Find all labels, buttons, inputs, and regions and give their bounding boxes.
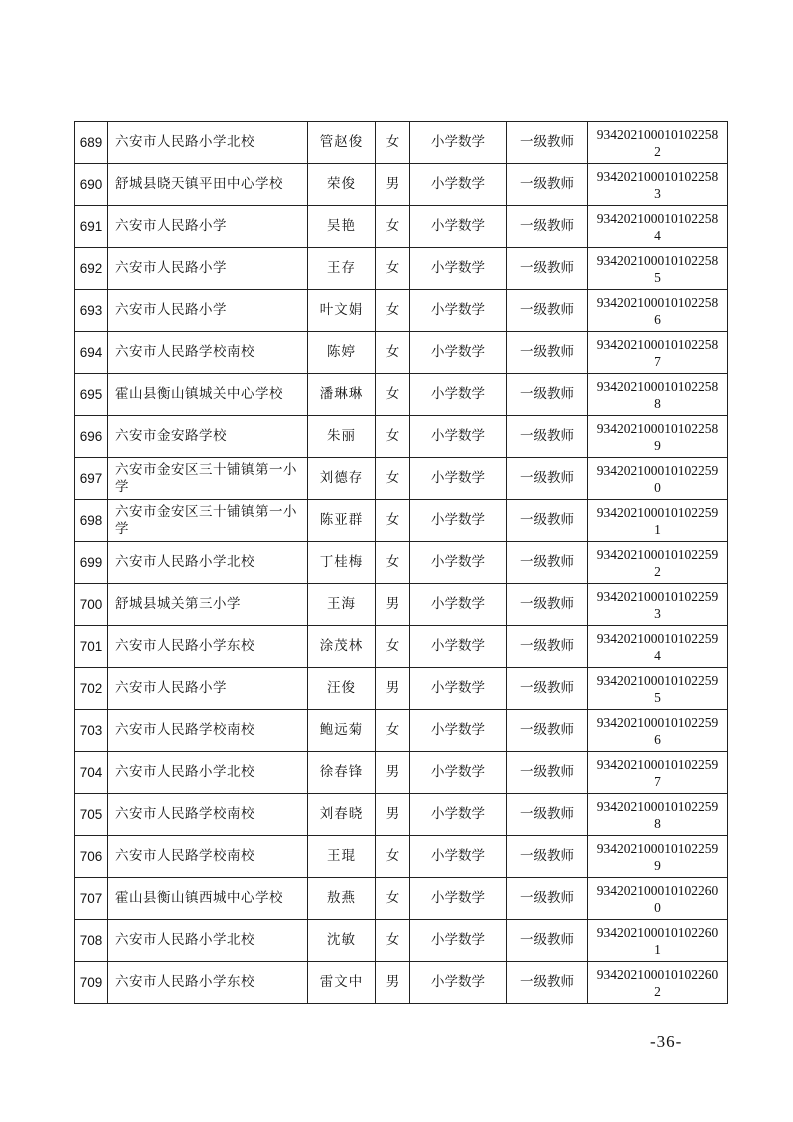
table-row: [75, 920, 728, 962]
subject: 小学数学: [410, 626, 507, 668]
gender: 女: [376, 374, 410, 416]
table-row: [75, 122, 728, 164]
certificate-number: 9342021000101022590: [588, 458, 728, 500]
row-number: 706: [75, 836, 108, 878]
teacher-name: 管赵俊: [308, 122, 376, 164]
certificate-number: 9342021000101022587: [588, 332, 728, 374]
subject: 小学数学: [410, 332, 507, 374]
job-title: 一级教师: [507, 500, 588, 542]
school-name: 六安市人民路小学东校: [108, 626, 308, 668]
row-number: 709: [75, 962, 108, 1004]
gender: 女: [376, 416, 410, 458]
teacher-name: 敖燕: [308, 878, 376, 920]
gender: 女: [376, 626, 410, 668]
table-row: [75, 584, 728, 626]
teacher-name: 王海: [308, 584, 376, 626]
subject: 小学数学: [410, 710, 507, 752]
job-title: 一级教师: [507, 374, 588, 416]
row-number: 708: [75, 920, 108, 962]
job-title: 一级教师: [507, 332, 588, 374]
row-number: 702: [75, 668, 108, 710]
school-name: 六安市人民路小学东校: [108, 962, 308, 1004]
table-row: [75, 164, 728, 206]
gender: 女: [376, 332, 410, 374]
school-name: 舒城县晓天镇平田中心学校: [108, 164, 308, 206]
teacher-name: 王存: [308, 248, 376, 290]
gender: 男: [376, 584, 410, 626]
table-row: [75, 794, 728, 836]
subject: 小学数学: [410, 416, 507, 458]
teacher-name: 潘琳琳: [308, 374, 376, 416]
teacher-name: 叶文娟: [308, 290, 376, 332]
gender: 女: [376, 458, 410, 500]
teacher-name: 吴艳: [308, 206, 376, 248]
subject: 小学数学: [410, 668, 507, 710]
school-name: 霍山县衡山镇城关中心学校: [108, 374, 308, 416]
certificate-number: 9342021000101022593: [588, 584, 728, 626]
school-name: 六安市人民路学校南校: [108, 332, 308, 374]
job-title: 一级教师: [507, 416, 588, 458]
teacher-name: 涂茂林: [308, 626, 376, 668]
teacher-name: 刘春晓: [308, 794, 376, 836]
gender: 女: [376, 206, 410, 248]
school-name: 六安市人民路学校南校: [108, 710, 308, 752]
subject: 小学数学: [410, 458, 507, 500]
subject: 小学数学: [410, 920, 507, 962]
certificate-number: 9342021000101022601: [588, 920, 728, 962]
job-title: 一级教师: [507, 164, 588, 206]
gender: 男: [376, 752, 410, 794]
table-row: [75, 206, 728, 248]
job-title: 一级教师: [507, 584, 588, 626]
job-title: 一级教师: [507, 668, 588, 710]
school-name: 六安市人民路小学: [108, 206, 308, 248]
teacher-name: 王琨: [308, 836, 376, 878]
job-title: 一级教师: [507, 248, 588, 290]
subject: 小学数学: [410, 836, 507, 878]
row-number: 692: [75, 248, 108, 290]
row-number: 693: [75, 290, 108, 332]
certificate-number: 9342021000101022588: [588, 374, 728, 416]
subject: 小学数学: [410, 500, 507, 542]
subject: 小学数学: [410, 290, 507, 332]
job-title: 一级教师: [507, 458, 588, 500]
school-name: 六安市金安路学校: [108, 416, 308, 458]
gender: 女: [376, 836, 410, 878]
gender: 女: [376, 122, 410, 164]
gender: 女: [376, 878, 410, 920]
certificate-number: 9342021000101022597: [588, 752, 728, 794]
job-title: 一级教师: [507, 794, 588, 836]
job-title: 一级教师: [507, 122, 588, 164]
certificate-number: 9342021000101022598: [588, 794, 728, 836]
school-name: 六安市人民路小学北校: [108, 920, 308, 962]
teacher-name: 汪俊: [308, 668, 376, 710]
school-name: 六安市人民路小学北校: [108, 752, 308, 794]
table-row: [75, 416, 728, 458]
page-number: -36-: [650, 1032, 683, 1051]
job-title: 一级教师: [507, 752, 588, 794]
certificate-number: 9342021000101022583: [588, 164, 728, 206]
row-number: 705: [75, 794, 108, 836]
gender: 女: [376, 920, 410, 962]
job-title: 一级教师: [507, 710, 588, 752]
certificate-number: 9342021000101022585: [588, 248, 728, 290]
table-row: [75, 668, 728, 710]
table-row: [75, 290, 728, 332]
gender: 女: [376, 248, 410, 290]
teacher-name: 朱丽: [308, 416, 376, 458]
certificate-number: 9342021000101022592: [588, 542, 728, 584]
gender: 男: [376, 962, 410, 1004]
job-title: 一级教师: [507, 626, 588, 668]
subject: 小学数学: [410, 752, 507, 794]
subject: 小学数学: [410, 542, 507, 584]
job-title: 一级教师: [507, 920, 588, 962]
job-title: 一级教师: [507, 878, 588, 920]
school-name: 六安市人民路小学北校: [108, 122, 308, 164]
table-row: [75, 458, 728, 500]
row-number: 696: [75, 416, 108, 458]
teacher-name: 徐春锋: [308, 752, 376, 794]
gender: 男: [376, 794, 410, 836]
certificate-number: 9342021000101022594: [588, 626, 728, 668]
table-row: [75, 710, 728, 752]
table-row: [75, 332, 728, 374]
teacher-name: 鲍远菊: [308, 710, 376, 752]
school-name: 舒城县城关第三小学: [108, 584, 308, 626]
table-row: [75, 878, 728, 920]
teacher-name: 陈亚群: [308, 500, 376, 542]
school-name: 六安市人民路小学: [108, 290, 308, 332]
school-name: 六安市金安区三十铺镇第一小学: [108, 500, 308, 542]
certificate-number: 9342021000101022589: [588, 416, 728, 458]
table-row: [75, 248, 728, 290]
school-name: 六安市人民路小学北校: [108, 542, 308, 584]
subject: 小学数学: [410, 206, 507, 248]
subject: 小学数学: [410, 584, 507, 626]
job-title: 一级教师: [507, 206, 588, 248]
roster-body: [75, 122, 728, 1004]
subject: 小学数学: [410, 122, 507, 164]
gender: 男: [376, 164, 410, 206]
job-title: 一级教师: [507, 962, 588, 1004]
roster-table: [74, 121, 728, 1004]
table-row: [75, 374, 728, 416]
table-row: [75, 836, 728, 878]
table-row: [75, 542, 728, 584]
table-row: [75, 626, 728, 668]
row-number: 701: [75, 626, 108, 668]
certificate-number: 9342021000101022596: [588, 710, 728, 752]
gender: 女: [376, 290, 410, 332]
teacher-name: 刘德存: [308, 458, 376, 500]
job-title: 一级教师: [507, 542, 588, 584]
certificate-number: 9342021000101022584: [588, 206, 728, 248]
school-name: 霍山县衡山镇西城中心学校: [108, 878, 308, 920]
subject: 小学数学: [410, 164, 507, 206]
job-title: 一级教师: [507, 290, 588, 332]
school-name: 六安市人民路学校南校: [108, 794, 308, 836]
certificate-number: 9342021000101022602: [588, 962, 728, 1004]
certificate-number: 9342021000101022586: [588, 290, 728, 332]
subject: 小学数学: [410, 962, 507, 1004]
certificate-number: 9342021000101022600: [588, 878, 728, 920]
school-name: 六安市金安区三十铺镇第一小学: [108, 458, 308, 500]
gender: 女: [376, 542, 410, 584]
row-number: 690: [75, 164, 108, 206]
school-name: 六安市人民路小学: [108, 248, 308, 290]
teacher-name: 沈敏: [308, 920, 376, 962]
teacher-name: 丁桂梅: [308, 542, 376, 584]
certificate-number: 9342021000101022599: [588, 836, 728, 878]
gender: 女: [376, 710, 410, 752]
row-number: 707: [75, 878, 108, 920]
table-row: [75, 962, 728, 1004]
row-number: 698: [75, 500, 108, 542]
certificate-number: 9342021000101022591: [588, 500, 728, 542]
gender: 男: [376, 668, 410, 710]
row-number: 694: [75, 332, 108, 374]
table-row: [75, 500, 728, 542]
row-number: 691: [75, 206, 108, 248]
row-number: 703: [75, 710, 108, 752]
school-name: 六安市人民路小学: [108, 668, 308, 710]
row-number: 704: [75, 752, 108, 794]
certificate-number: 9342021000101022595: [588, 668, 728, 710]
row-number: 695: [75, 374, 108, 416]
teacher-name: 雷文中: [308, 962, 376, 1004]
teacher-name: 陈婷: [308, 332, 376, 374]
subject: 小学数学: [410, 878, 507, 920]
teacher-name: 荣俊: [308, 164, 376, 206]
table-row: [75, 752, 728, 794]
row-number: 699: [75, 542, 108, 584]
gender: 女: [376, 500, 410, 542]
subject: 小学数学: [410, 794, 507, 836]
school-name: 六安市人民路学校南校: [108, 836, 308, 878]
row-number: 689: [75, 122, 108, 164]
row-number: 700: [75, 584, 108, 626]
subject: 小学数学: [410, 248, 507, 290]
certificate-number: 9342021000101022582: [588, 122, 728, 164]
row-number: 697: [75, 458, 108, 500]
job-title: 一级教师: [507, 836, 588, 878]
subject: 小学数学: [410, 374, 507, 416]
